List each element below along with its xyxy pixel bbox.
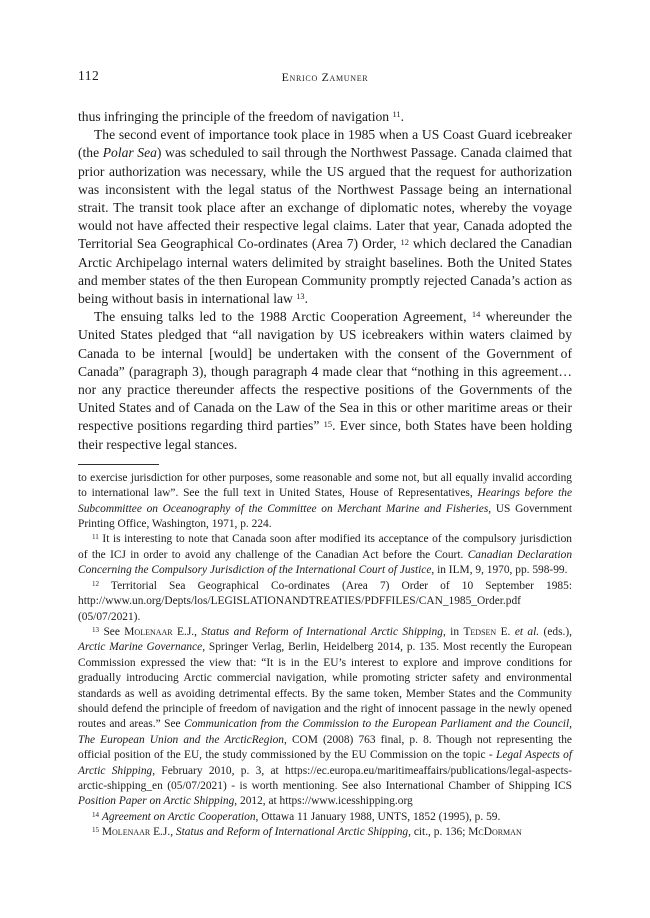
text-run: Molenaar E.J.: [124, 625, 195, 638]
text-run: which declared the Canadian Arctic Archipelago internal waters delimited by straight baselines. Both the United States and member states of the then European Community promptly rejected Canada’s action as being without basis in international law: [78, 236, 572, 307]
text-run: , US Government Printing Office, Washington, 1971, p. 224.: [78, 502, 573, 531]
footnote-marker: 11: [392, 109, 401, 120]
text-run: Status and Reform of International Arctic Shipping: [201, 625, 443, 638]
footnote-marker: 15: [323, 418, 333, 429]
text-run: , COM (2008) 763 final, p. 8. Though not representing the official position of the EU, the study commissioned by the EU Commission on the topic -: [78, 733, 572, 762]
footnote-marker: 14: [92, 810, 100, 819]
footnote-separator: [78, 464, 159, 465]
footnote: [78, 532, 572, 578]
text-run: It is interesting to note that Canada soon after modified its acceptance of the compulsory jurisdiction of the ICJ in order to avoid any challenge of the Canadian Act before the Court.: [78, 533, 572, 561]
footnote: [78, 810, 572, 825]
footnote-marker: 14: [471, 309, 481, 320]
text-run: , in: [442, 625, 464, 638]
text-run: (eds.),: [539, 625, 573, 638]
footnotes-block: [78, 471, 572, 841]
footnote: [78, 579, 572, 625]
text-run: thus infringing the principle of the freedom of navigation: [78, 109, 393, 124]
footnote-marker: 13: [296, 291, 305, 302]
text-run: Communication from the Commission to the European Parliament and the Council, The European Union and the ArcticRegion: [78, 718, 572, 746]
text-run: , February 2010, p. 3, at https://ec.europa.eu/maritimeaffairs/publications/legal-aspects-arctic-shipping_en (05/07/2021) - is worth mentioning. See also International Chamber of Shipping ICS: [78, 764, 572, 792]
footnote: [78, 625, 572, 810]
text-run: Canadian Declaration Concerning the Compulsory Jurisdiction of the International Court of Justice: [78, 548, 573, 577]
text-run: , Ottawa 11 January 1988, UNTS, 1852 (1995), p. 59.: [255, 810, 501, 823]
text-run: et al.: [514, 625, 540, 638]
text-run: ,: [194, 625, 202, 638]
text-run: Agreement on Arctic Cooperation: [101, 810, 256, 823]
main-text: [78, 108, 572, 454]
text-run: whereunder the United States pledged that “all navigation by US icebreakers within waters claimed by Canada to be internal [would] be undertaken with the consent of the Government of Canada” (paragraph 3), though paragraph 4 made clear that “nothing in this agreement… nor any practice thereunder affects the respective positions of the Governments of the United States and of Canada on the Law of the Sea in this or other maritime areas or their respective positions regarding third parties”: [78, 309, 572, 434]
text-run: Molenaar E.J.: [101, 826, 171, 839]
text-run: Hearings before the Subcommittee on Oceanography of the Committee on Merchant Marine and Fisheries: [78, 487, 573, 515]
text-run: . Ever since, both States have been holding their respective legal stances.: [78, 418, 572, 452]
text-run: Tedsen E.: [463, 625, 511, 638]
footnote: [78, 825, 572, 840]
text-run: to exercise jurisdiction for other purposes, some reasonable and some not, but all equally invalid according to international law”. See the full text in United States, House of Representatives,: [78, 471, 572, 500]
page-number: 112: [78, 68, 100, 83]
footnote-marker: 12: [92, 579, 100, 588]
footnote: [78, 471, 572, 533]
footnote-marker: 15: [92, 826, 100, 835]
text-run: Legal Aspects of Arctic Shipping: [78, 749, 572, 777]
text-run: , cit., p. 136;: [408, 826, 469, 839]
text-run: See: [99, 625, 125, 638]
text-run: , in ILM, 9, 1970, pp. 598-99.: [431, 564, 568, 577]
text-run: ,: [170, 826, 176, 839]
text-run: ) was scheduled to sail through the Northwest Passage. Canada claimed that prior authorization was necessary, while the US argued that the request for authorization was inconsistent with the legal status of the Northwest Passage being an international strait. The transit took place after an exchange of diplomatic notes, whereby the voyage would not have affected their respective legal claims. Later that year, Canada adopted the Territorial Sea Geographical Co-ordinates (Area 7) Order,: [78, 145, 572, 252]
body-paragraph: [78, 108, 572, 126]
text-run: Status and Reform of International Arctic Shipping: [175, 826, 409, 839]
text-run: .: [304, 291, 309, 307]
text-run: The ensuing talks led to the 1988 Arctic Cooperation Agreement,: [94, 309, 472, 325]
text-run: Position Paper on Arctic Shipping: [78, 795, 235, 808]
text-run: McDorman: [468, 826, 522, 839]
footnote-marker: 13: [92, 625, 100, 634]
text-run: Arctic Marine Governance: [78, 641, 203, 654]
text-run: Territorial Sea Geographical Co-ordinates (Area 7) Order of 10 September 1985: http://www.un.org/Depts/los/LEGISLATIONANDTREATIES/PDFFILES/CAN_1985_Order.pdf (05/07/2021).: [78, 579, 572, 623]
footnote-marker: 11: [92, 533, 99, 542]
page-header: [78, 68, 572, 85]
body-paragraph: [78, 126, 572, 308]
text-run: , 2012, at https://www.icesshipping.org: [234, 795, 413, 808]
text-run: Polar Sea: [102, 145, 157, 161]
text-run: .: [400, 109, 404, 124]
text-run: The second event of importance took place in 1985 when a US Coast Guard icebreaker (the: [78, 127, 572, 161]
footnote-marker: 12: [400, 236, 409, 247]
running-title: Enrico Zamuner: [281, 70, 369, 84]
body-paragraph: [78, 308, 572, 454]
text-run: , Springer Verlag, Berlin, Heidelberg 2014, p. 135. Most recently the European Commission expressed the view that: “It is in the EU’s interest to explore and improve conditions for gradually introducing Arctic commercial navigation, while promoting stricter safety and environmental standards as well as avoiding detrimental effects. By the same token, Member States and the Community should defend the principle of freedom of navigation and the right of innocent passage in the newly opened routes and areas.” See: [78, 641, 572, 731]
